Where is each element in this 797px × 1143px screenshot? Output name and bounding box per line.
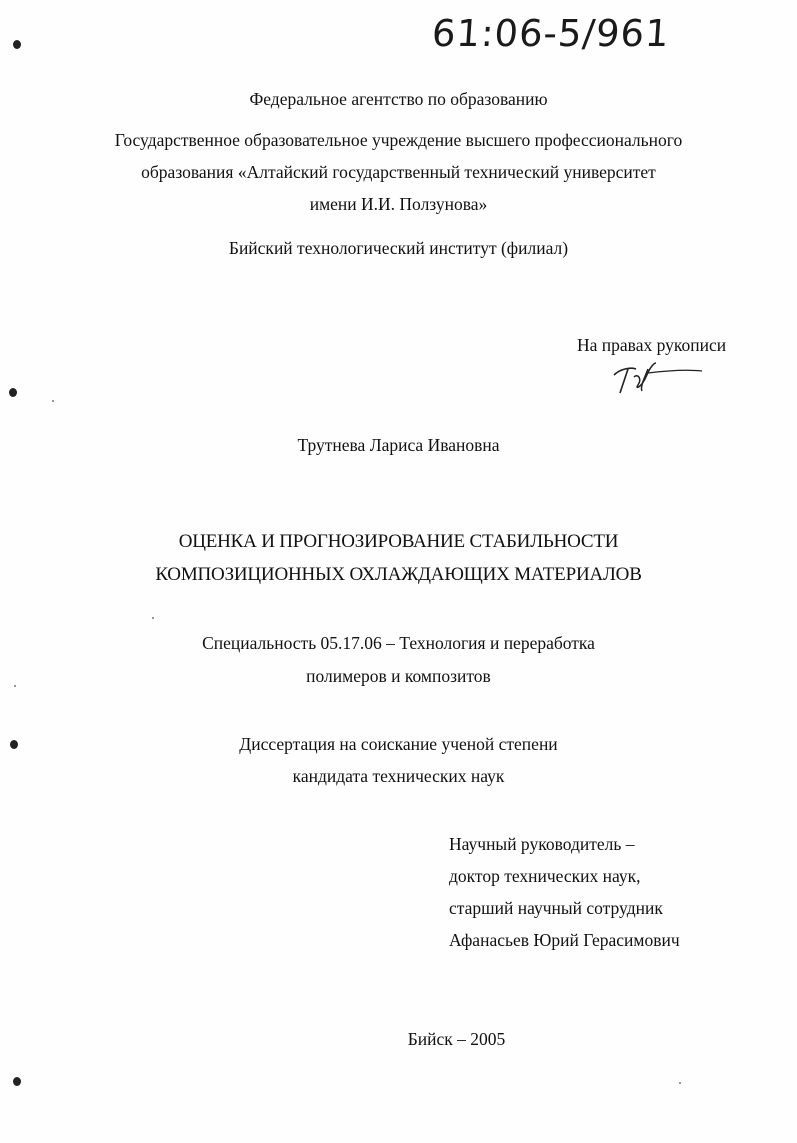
institution-line: образования «Алтайский государственный технический университет	[141, 162, 656, 182]
specialty-line: полимеров и композитов	[306, 666, 491, 686]
specialty-line: Специальность 05.17.06 – Технология и переработка	[202, 633, 595, 653]
dissertation-title-line: КОМПОЗИЦИОННЫХ ОХЛАЖДАЮЩИХ МАТЕРИАЛОВ	[155, 564, 642, 585]
dissertation-title-line: ОЦЕНКА И ПРОГНОЗИРОВАНИЕ СТАБИЛЬНОСТИ	[178, 531, 619, 552]
binding-hole-mark	[13, 1077, 21, 1086]
scan-speck	[679, 1082, 681, 1084]
scan-speck	[152, 617, 154, 619]
supervisor-rank: старший научный сотрудник	[449, 898, 663, 918]
supervisor-name: Афанасьев Юрий Герасимович	[449, 930, 680, 950]
place-year: Бийск – 2005	[407, 1029, 506, 1049]
degree-line: кандидата технических наук	[292, 766, 505, 786]
branch-name: Бийский технологический институт (филиал)	[228, 238, 569, 258]
handwritten-signature	[604, 355, 708, 399]
supervisor-degree: доктор технических наук,	[449, 866, 641, 886]
degree-line: Диссертация на соискание ученой степени	[239, 734, 558, 754]
institution-line: имени И.И. Ползунова»	[309, 194, 488, 214]
archive-stamp: 61:06-5/961	[430, 12, 672, 55]
author-name: Трутнева Лариса Ивановна	[297, 435, 500, 455]
supervisor-role: Научный руководитель –	[449, 834, 635, 854]
manuscript-rights: На правах рукописи	[577, 335, 727, 355]
institution-line: Государственное образовательное учреждение высшего профессионального	[114, 130, 683, 150]
agency-name: Федеральное агентство по образованию	[249, 89, 548, 109]
binding-hole-mark	[13, 40, 21, 49]
binding-hole-mark	[9, 388, 17, 397]
scan-speck	[52, 400, 54, 402]
